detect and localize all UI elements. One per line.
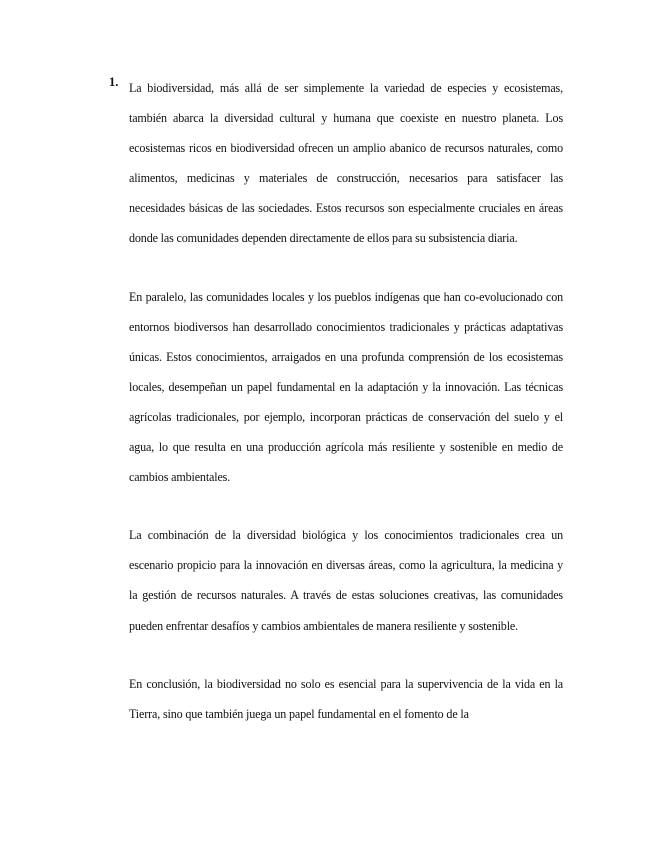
- paragraph-4: En conclusión, la biodiversidad no solo es esencial para la supervivencia de la vida en la Tierra, sino que también juega un papel fundamental en el fomento de la: [129, 676, 563, 721]
- paragraph-2: En paralelo, las comunidades locales y los pueblos indígenas que han co-evolucionado con entornos biodiversos han desarrollado conocimientos tradicionales y prácticas adaptativas únicas. Estos conocimientos, arraigados en una profunda comprensión de los ecosistemas locales, desempeñan un papel fundamental en la adaptación y la innovación. Las técnicas agrícolas tradicionales, por ejemplo, incorporan prácticas de conservación del suelo y el agua, lo que resulta en una producción agrícola más resiliente y sostenible en medio de cambios ambientales.: [129, 289, 563, 485]
- list-number: 1.: [109, 75, 119, 89]
- document-body: [129, 73, 563, 729]
- paragraph-3: La combinación de la diversidad biológica y los conocimientos tradicionales crea un escenario propicio para la innovación en diversas áreas, como la agricultura, la medicina y la gestión de recursos naturales. A través de estas soluciones creativas, las comunidades pueden enfrentar desafíos y cambios ambientales de manera resiliente y sostenible.: [129, 528, 563, 633]
- paragraph-1: La biodiversidad, más allá de ser simplemente la variedad de especies y ecosistemas, también abarca la diversidad cultural y humana que coexiste en nuestro planeta. Los ecosistemas ricos en biodiversidad ofrecen un amplio abanico de recursos naturales, como alimentos, medicinas y materiales de construcción, necesarios para satisfacer las necesidades básicas de las sociedades. Estos recursos son especialmente cruciales en áreas donde las comunidades dependen directamente de ellos para su subsistencia diaria.: [129, 81, 563, 246]
